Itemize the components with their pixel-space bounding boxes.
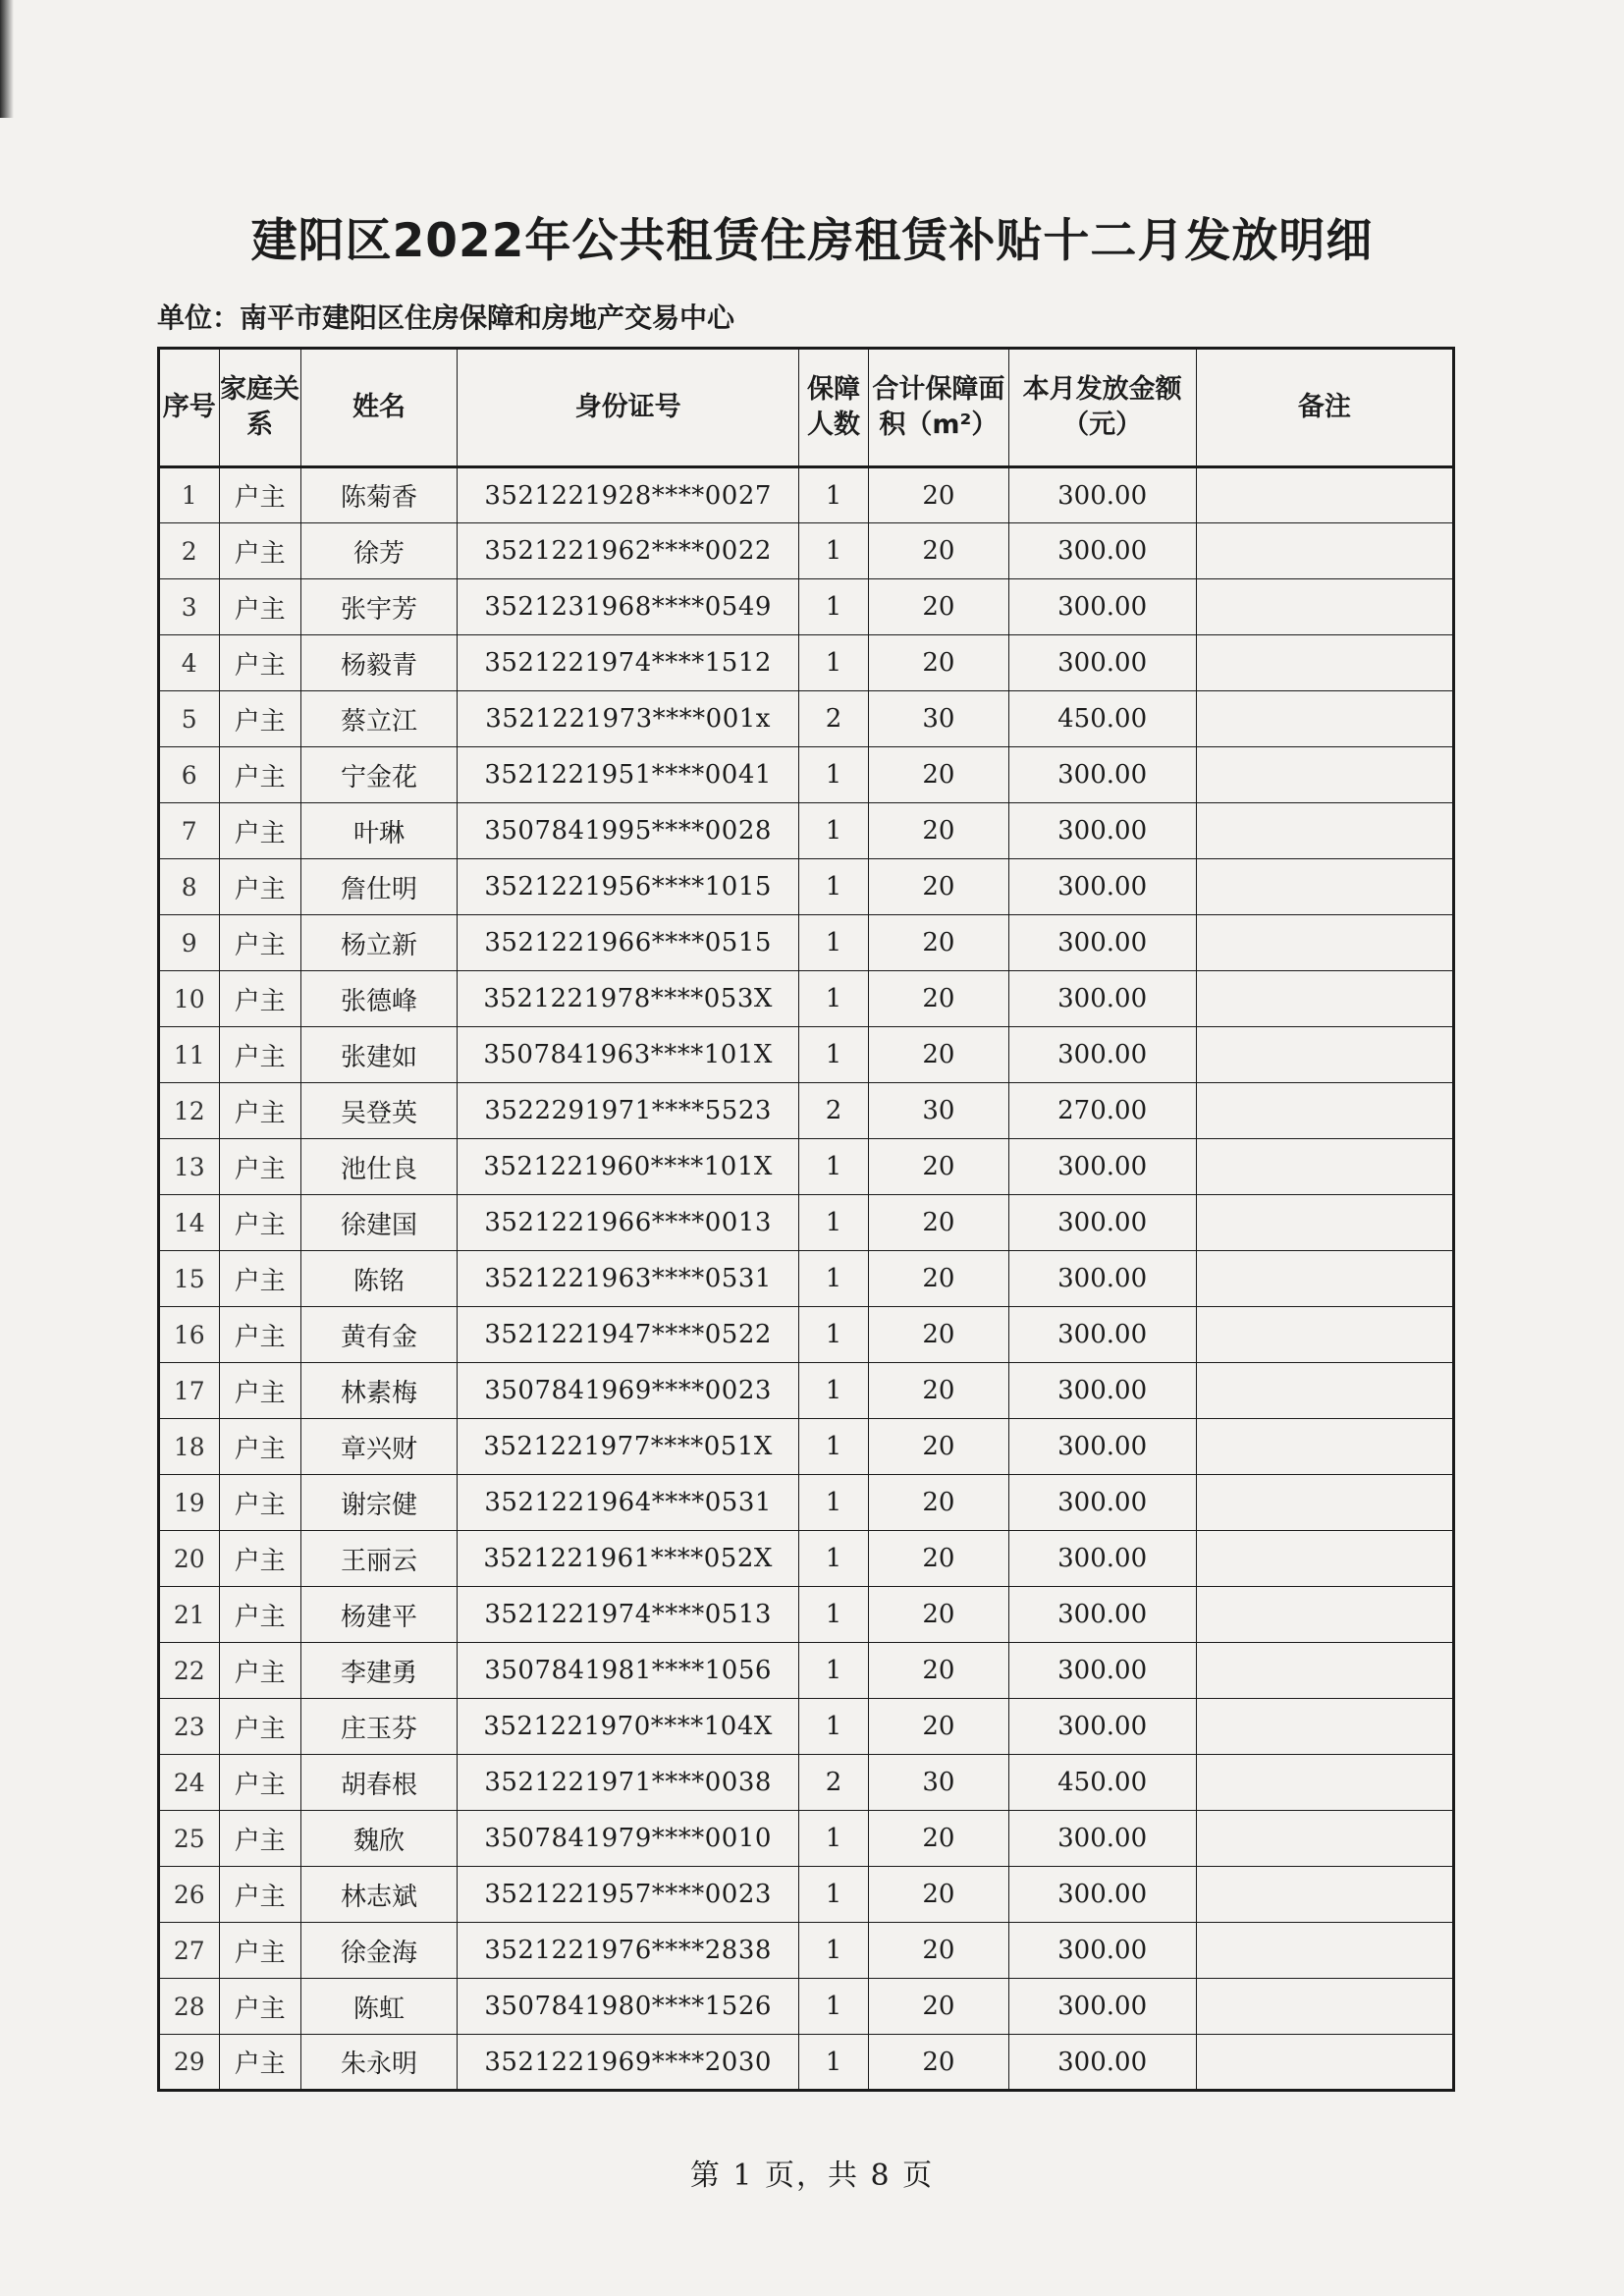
cell-id: 3521221960****101X (458, 1139, 799, 1195)
cell-persons: 1 (798, 523, 868, 579)
table-body (159, 467, 1454, 2091)
table-row (159, 1475, 1454, 1531)
header-id: 身份证号 (458, 349, 799, 467)
cell-name: 谢宗健 (300, 1475, 458, 1531)
cell-amount: 300.00 (1008, 1419, 1196, 1475)
cell-persons: 1 (798, 1307, 868, 1363)
cell-amount: 300.00 (1008, 1587, 1196, 1643)
document-title: 建阳区2022年公共租赁住房租赁补贴十二月发放明细 (250, 214, 1374, 268)
table-row (159, 803, 1454, 859)
cell-amount: 450.00 (1008, 1755, 1196, 1811)
cell-remark (1196, 1475, 1453, 1531)
table-row (159, 859, 1454, 915)
cell-id: 3522291971****5523 (458, 1083, 799, 1139)
cell-persons: 1 (798, 579, 868, 635)
table-row (159, 1979, 1454, 2035)
table-row (159, 1755, 1454, 1811)
cell-name: 叶琳 (300, 803, 458, 859)
cell-relation: 户主 (219, 1531, 300, 1587)
cell-name: 魏欣 (300, 1811, 458, 1867)
cell-relation: 户主 (219, 803, 300, 859)
cell-persons: 1 (798, 1979, 868, 2035)
cell-seq: 8 (159, 859, 220, 915)
table-row (159, 1867, 1454, 1923)
cell-id: 3507841963****101X (458, 1027, 799, 1083)
cell-relation: 户主 (219, 1307, 300, 1363)
cell-area: 20 (869, 523, 1008, 579)
cell-seq: 13 (159, 1139, 220, 1195)
cell-area: 20 (869, 1139, 1008, 1195)
cell-id: 3521221966****0013 (458, 1195, 799, 1251)
cell-remark (1196, 1195, 1453, 1251)
cell-amount: 300.00 (1008, 747, 1196, 803)
cell-id: 3521221974****1512 (458, 635, 799, 691)
cell-id: 3521221928****0027 (458, 467, 799, 523)
table-row (159, 1251, 1454, 1307)
header-persons: 保障人数 (798, 349, 868, 467)
cell-name: 张宇芳 (300, 579, 458, 635)
cell-area: 20 (869, 803, 1008, 859)
cell-id: 3521221947****0522 (458, 1307, 799, 1363)
cell-remark (1196, 1979, 1453, 2035)
cell-name: 徐金海 (300, 1923, 458, 1979)
cell-seq: 20 (159, 1531, 220, 1587)
cell-relation: 户主 (219, 1867, 300, 1923)
cell-id: 3521221964****0531 (458, 1475, 799, 1531)
cell-id: 3521221951****0041 (458, 747, 799, 803)
cell-persons: 1 (798, 2035, 868, 2091)
cell-seq: 14 (159, 1195, 220, 1251)
cell-id: 3521221962****0022 (458, 523, 799, 579)
cell-relation: 户主 (219, 1419, 300, 1475)
cell-persons: 1 (798, 803, 868, 859)
cell-relation: 户主 (219, 1699, 300, 1755)
cell-name: 章兴财 (300, 1419, 458, 1475)
cell-relation: 户主 (219, 579, 300, 635)
cell-amount: 300.00 (1008, 467, 1196, 523)
table-row (159, 915, 1454, 971)
cell-relation: 户主 (219, 747, 300, 803)
cell-seq: 1 (159, 467, 220, 523)
cell-persons: 2 (798, 1755, 868, 1811)
cell-relation: 户主 (219, 635, 300, 691)
cell-amount: 300.00 (1008, 635, 1196, 691)
cell-amount: 300.00 (1008, 1979, 1196, 2035)
cell-id: 3521221973****001x (458, 691, 799, 747)
cell-area: 20 (869, 1587, 1008, 1643)
cell-name: 张德峰 (300, 971, 458, 1027)
cell-name: 张建如 (300, 1027, 458, 1083)
cell-persons: 1 (798, 1699, 868, 1755)
cell-id: 3521221977****051X (458, 1419, 799, 1475)
cell-relation: 户主 (219, 2035, 300, 2091)
header-seq: 序号 (159, 349, 220, 467)
cell-seq: 4 (159, 635, 220, 691)
cell-relation: 户主 (219, 1643, 300, 1699)
cell-persons: 1 (798, 1251, 868, 1307)
cell-relation: 户主 (219, 1251, 300, 1307)
cell-persons: 1 (798, 971, 868, 1027)
cell-area: 30 (869, 1755, 1008, 1811)
cell-name: 庄玉芬 (300, 1699, 458, 1755)
cell-name: 杨立新 (300, 915, 458, 971)
cell-area: 20 (869, 1475, 1008, 1531)
table-row (159, 523, 1454, 579)
table-row (159, 1083, 1454, 1139)
table-row (159, 1923, 1454, 1979)
cell-name: 徐芳 (300, 523, 458, 579)
cell-amount: 300.00 (1008, 1195, 1196, 1251)
cell-seq: 28 (159, 1979, 220, 2035)
cell-persons: 1 (798, 1867, 868, 1923)
cell-persons: 1 (798, 1475, 868, 1531)
table-row (159, 1307, 1454, 1363)
cell-area: 20 (869, 635, 1008, 691)
cell-remark (1196, 467, 1453, 523)
cell-remark (1196, 1139, 1453, 1195)
cell-amount: 450.00 (1008, 691, 1196, 747)
cell-relation: 户主 (219, 523, 300, 579)
cell-persons: 1 (798, 1587, 868, 1643)
table-row (159, 1699, 1454, 1755)
cell-remark (1196, 691, 1453, 747)
cell-persons: 1 (798, 859, 868, 915)
cell-id: 3507841981****1056 (458, 1643, 799, 1699)
cell-remark (1196, 747, 1453, 803)
cell-amount: 300.00 (1008, 1251, 1196, 1307)
cell-amount: 300.00 (1008, 971, 1196, 1027)
cell-amount: 270.00 (1008, 1083, 1196, 1139)
table-row (159, 1587, 1454, 1643)
cell-area: 20 (869, 1699, 1008, 1755)
cell-persons: 1 (798, 1195, 868, 1251)
header-relation: 家庭关系 (219, 349, 300, 467)
table-row (159, 691, 1454, 747)
cell-seq: 16 (159, 1307, 220, 1363)
cell-remark (1196, 1307, 1453, 1363)
cell-id: 3521221961****052X (458, 1531, 799, 1587)
table-row (159, 1195, 1454, 1251)
cell-amount: 300.00 (1008, 1867, 1196, 1923)
cell-persons: 1 (798, 467, 868, 523)
cell-area: 30 (869, 1083, 1008, 1139)
cell-amount: 300.00 (1008, 859, 1196, 915)
cell-amount: 300.00 (1008, 1923, 1196, 1979)
cell-remark (1196, 1419, 1453, 1475)
table-row (159, 1363, 1454, 1419)
cell-area: 20 (869, 915, 1008, 971)
cell-area: 20 (869, 747, 1008, 803)
table-row (159, 747, 1454, 803)
cell-area: 20 (869, 971, 1008, 1027)
table-row (159, 2035, 1454, 2091)
cell-relation: 户主 (219, 1587, 300, 1643)
cell-amount: 300.00 (1008, 579, 1196, 635)
cell-name: 黄有金 (300, 1307, 458, 1363)
cell-name: 陈菊香 (300, 467, 458, 523)
table-row (159, 971, 1454, 1027)
cell-relation: 户主 (219, 915, 300, 971)
cell-persons: 1 (798, 1027, 868, 1083)
cell-area: 20 (869, 1027, 1008, 1083)
cell-relation: 户主 (219, 1755, 300, 1811)
cell-remark (1196, 2035, 1453, 2091)
cell-amount: 300.00 (1008, 1531, 1196, 1587)
cell-relation: 户主 (219, 1083, 300, 1139)
cell-seq: 17 (159, 1363, 220, 1419)
cell-area: 20 (869, 1307, 1008, 1363)
cell-amount: 300.00 (1008, 1307, 1196, 1363)
header-amount: 本月发放金额（元） (1008, 349, 1196, 467)
cell-area: 20 (869, 1419, 1008, 1475)
cell-area: 20 (869, 1923, 1008, 1979)
cell-relation: 户主 (219, 1027, 300, 1083)
cell-area: 20 (869, 1979, 1008, 2035)
cell-area: 20 (869, 579, 1008, 635)
cell-name: 徐建国 (300, 1195, 458, 1251)
header-area: 合计保障面积（m²） (869, 349, 1008, 467)
cell-amount: 300.00 (1008, 1699, 1196, 1755)
cell-amount: 300.00 (1008, 2035, 1196, 2091)
cell-area: 20 (869, 1643, 1008, 1699)
cell-id: 3521221970****104X (458, 1699, 799, 1755)
cell-id: 3507841969****0023 (458, 1363, 799, 1419)
cell-seq: 15 (159, 1251, 220, 1307)
cell-id: 3507841980****1526 (458, 1979, 799, 2035)
cell-id: 3521221971****0038 (458, 1755, 799, 1811)
table-row (159, 635, 1454, 691)
cell-name: 林素梅 (300, 1363, 458, 1419)
cell-persons: 1 (798, 1811, 868, 1867)
cell-relation: 户主 (219, 859, 300, 915)
cell-name: 池仕良 (300, 1139, 458, 1195)
cell-seq: 21 (159, 1587, 220, 1643)
cell-remark (1196, 915, 1453, 971)
cell-amount: 300.00 (1008, 1475, 1196, 1531)
cell-relation: 户主 (219, 1475, 300, 1531)
table-row (159, 579, 1454, 635)
cell-area: 20 (869, 1363, 1008, 1419)
cell-area: 20 (869, 1251, 1008, 1307)
cell-persons: 1 (798, 915, 868, 971)
cell-id: 3521221976****2838 (458, 1923, 799, 1979)
cell-amount: 300.00 (1008, 803, 1196, 859)
cell-amount: 300.00 (1008, 523, 1196, 579)
table-row (159, 1139, 1454, 1195)
cell-relation: 户主 (219, 691, 300, 747)
cell-seq: 18 (159, 1419, 220, 1475)
cell-relation: 户主 (219, 1363, 300, 1419)
cell-id: 3521221969****2030 (458, 2035, 799, 2091)
cell-seq: 3 (159, 579, 220, 635)
cell-id: 3521231968****0549 (458, 579, 799, 635)
cell-seq: 29 (159, 2035, 220, 2091)
cell-name: 蔡立江 (300, 691, 458, 747)
cell-remark (1196, 1643, 1453, 1699)
cell-remark (1196, 579, 1453, 635)
cell-id: 3507841979****0010 (458, 1811, 799, 1867)
cell-persons: 1 (798, 1923, 868, 1979)
table-row (159, 1811, 1454, 1867)
cell-amount: 300.00 (1008, 1363, 1196, 1419)
cell-remark (1196, 1699, 1453, 1755)
cell-id: 3507841995****0028 (458, 803, 799, 859)
cell-seq: 22 (159, 1643, 220, 1699)
cell-amount: 300.00 (1008, 1643, 1196, 1699)
header-name: 姓名 (300, 349, 458, 467)
cell-remark (1196, 971, 1453, 1027)
table-row (159, 1643, 1454, 1699)
cell-remark (1196, 1531, 1453, 1587)
cell-seq: 23 (159, 1699, 220, 1755)
cell-remark (1196, 803, 1453, 859)
cell-relation: 户主 (219, 971, 300, 1027)
cell-name: 王丽云 (300, 1531, 458, 1587)
cell-persons: 1 (798, 1643, 868, 1699)
cell-area: 20 (869, 2035, 1008, 2091)
cell-area: 20 (869, 1811, 1008, 1867)
cell-relation: 户主 (219, 1979, 300, 2035)
cell-amount: 300.00 (1008, 1027, 1196, 1083)
table-row (159, 1419, 1454, 1475)
cell-relation: 户主 (219, 1811, 300, 1867)
scan-edge-shadow (0, 0, 14, 118)
cell-remark (1196, 1251, 1453, 1307)
cell-remark (1196, 523, 1453, 579)
cell-id: 3521221966****0515 (458, 915, 799, 971)
cell-amount: 300.00 (1008, 1139, 1196, 1195)
cell-seq: 9 (159, 915, 220, 971)
cell-seq: 5 (159, 691, 220, 747)
cell-seq: 6 (159, 747, 220, 803)
subsidy-table (157, 347, 1455, 2092)
cell-name: 吴登英 (300, 1083, 458, 1139)
cell-persons: 1 (798, 747, 868, 803)
cell-name: 杨建平 (300, 1587, 458, 1643)
cell-name: 李建勇 (300, 1643, 458, 1699)
cell-amount: 300.00 (1008, 915, 1196, 971)
cell-persons: 1 (798, 1531, 868, 1587)
cell-id: 3521221956****1015 (458, 859, 799, 915)
cell-name: 詹仕明 (300, 859, 458, 915)
cell-id: 3521221974****0513 (458, 1587, 799, 1643)
cell-area: 30 (869, 691, 1008, 747)
cell-area: 20 (869, 1867, 1008, 1923)
cell-name: 陈铭 (300, 1251, 458, 1307)
cell-persons: 1 (798, 1139, 868, 1195)
cell-remark (1196, 1811, 1453, 1867)
cell-remark (1196, 635, 1453, 691)
cell-persons: 1 (798, 1363, 868, 1419)
header-remark: 备注 (1196, 349, 1453, 467)
cell-relation: 户主 (219, 467, 300, 523)
cell-seq: 27 (159, 1923, 220, 1979)
cell-name: 朱永明 (300, 2035, 458, 2091)
cell-remark (1196, 1923, 1453, 1979)
cell-id: 3521221957****0023 (458, 1867, 799, 1923)
cell-seq: 12 (159, 1083, 220, 1139)
cell-relation: 户主 (219, 1139, 300, 1195)
cell-area: 20 (869, 859, 1008, 915)
cell-seq: 19 (159, 1475, 220, 1531)
cell-persons: 2 (798, 1083, 868, 1139)
cell-remark (1196, 859, 1453, 915)
unit-line: 单位：南平市建阳区住房保障和房地产交易中心 (157, 301, 735, 334)
cell-seq: 25 (159, 1811, 220, 1867)
cell-amount: 300.00 (1008, 1811, 1196, 1867)
cell-area: 20 (869, 1531, 1008, 1587)
cell-name: 宁金花 (300, 747, 458, 803)
table-row (159, 1531, 1454, 1587)
cell-remark (1196, 1867, 1453, 1923)
cell-name: 陈虹 (300, 1979, 458, 2035)
cell-persons: 1 (798, 1419, 868, 1475)
cell-seq: 26 (159, 1867, 220, 1923)
cell-seq: 24 (159, 1755, 220, 1811)
cell-area: 20 (869, 1195, 1008, 1251)
cell-name: 林志斌 (300, 1867, 458, 1923)
cell-id: 3521221978****053X (458, 971, 799, 1027)
cell-remark (1196, 1363, 1453, 1419)
cell-id: 3521221963****0531 (458, 1251, 799, 1307)
cell-persons: 1 (798, 635, 868, 691)
cell-remark (1196, 1755, 1453, 1811)
page-footer: 第 1 页，共 8 页 (689, 2159, 935, 2193)
cell-seq: 11 (159, 1027, 220, 1083)
cell-name: 杨毅青 (300, 635, 458, 691)
table-row (159, 467, 1454, 523)
cell-remark (1196, 1587, 1453, 1643)
cell-seq: 2 (159, 523, 220, 579)
cell-relation: 户主 (219, 1923, 300, 1979)
table-header-row (159, 349, 1454, 467)
cell-remark (1196, 1083, 1453, 1139)
cell-persons: 2 (798, 691, 868, 747)
cell-name: 胡春根 (300, 1755, 458, 1811)
cell-remark (1196, 1027, 1453, 1083)
table-row (159, 1027, 1454, 1083)
cell-area: 20 (869, 467, 1008, 523)
cell-seq: 7 (159, 803, 220, 859)
cell-relation: 户主 (219, 1195, 300, 1251)
cell-seq: 10 (159, 971, 220, 1027)
